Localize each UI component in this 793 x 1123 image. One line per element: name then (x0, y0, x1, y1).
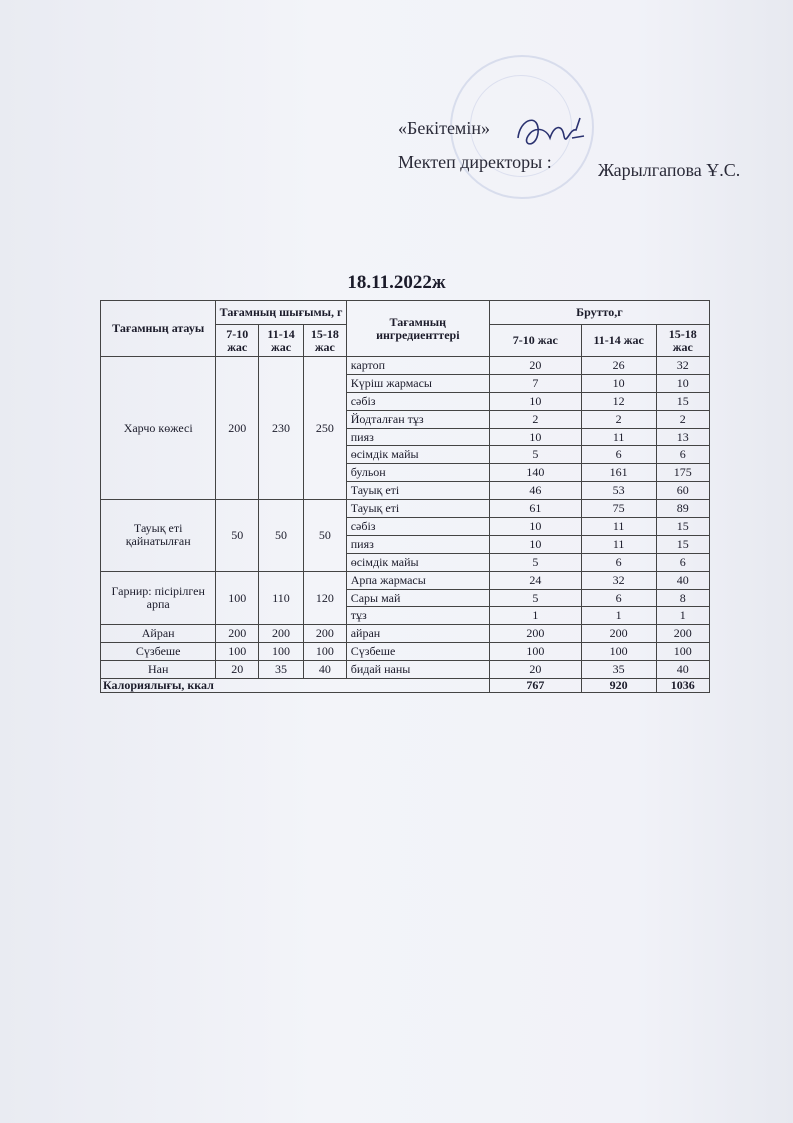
header-age: 11-14 жас (259, 325, 304, 357)
ingredient-name: өсімдік майы (346, 446, 489, 464)
ingredient-name: бульон (346, 464, 489, 482)
ingredient-name: сәбіз (346, 518, 489, 536)
brutto-value: 46 (489, 482, 581, 500)
brutto-value: 200 (489, 625, 581, 643)
table-row (101, 571, 710, 589)
brutto-value: 10 (489, 428, 581, 446)
brutto-value: 40 (656, 661, 709, 679)
brutto-value: 15 (656, 518, 709, 536)
brutto-value: 1 (656, 607, 709, 625)
brutto-value: 200 (581, 625, 656, 643)
dish-output: 250 (303, 357, 346, 500)
calories-label: Калориялығы, ккал (101, 679, 490, 693)
menu-date: 18.11.2022ж (347, 272, 446, 293)
brutto-value: 12 (581, 392, 656, 410)
table-row (101, 661, 710, 679)
brutto-value: 40 (656, 571, 709, 589)
dish-name: Харчо көжесі (101, 357, 216, 500)
ingredient-name: айран (346, 625, 489, 643)
brutto-value: 20 (489, 661, 581, 679)
brutto-value: 6 (656, 553, 709, 571)
brutto-value: 5 (489, 553, 581, 571)
brutto-value: 10 (489, 535, 581, 553)
header-brutto: Брутто,г (489, 301, 709, 325)
dish-output: 120 (303, 571, 346, 625)
brutto-value: 11 (581, 428, 656, 446)
director-name: Жарылгапова Ұ.С. (598, 160, 741, 180)
calories-value: 920 (581, 679, 656, 693)
brutto-value: 5 (489, 446, 581, 464)
brutto-value: 1 (581, 607, 656, 625)
brutto-value: 140 (489, 464, 581, 482)
header-dish-name: Тағамның атауы (101, 301, 216, 357)
director-signature (510, 108, 590, 158)
brutto-value: 175 (656, 464, 709, 482)
calories-value: 1036 (656, 679, 709, 693)
ingredient-name: Тауық еті (346, 500, 489, 518)
header-age: 7-10 жас (216, 325, 259, 357)
ingredient-name: пияз (346, 428, 489, 446)
ingredient-name: Йодталған тұз (346, 410, 489, 428)
brutto-value: 2 (581, 410, 656, 428)
calories-value: 767 (489, 679, 581, 693)
brutto-value: 2 (489, 410, 581, 428)
brutto-value: 6 (581, 446, 656, 464)
dish-name: Гарнир: пісірілген арпа (101, 571, 216, 625)
ingredient-name: Сары май (346, 589, 489, 607)
ingredient-name: пияз (346, 535, 489, 553)
brutto-value: 7 (489, 374, 581, 392)
brutto-value: 6 (656, 446, 709, 464)
header-age: 15-18 жас (303, 325, 346, 357)
header-age: 7-10 жас (489, 325, 581, 357)
header-dish-output: Тағамның шығымы, г (216, 301, 346, 325)
dish-output: 100 (216, 643, 259, 661)
dish-output: 200 (216, 357, 259, 500)
brutto-value: 2 (656, 410, 709, 428)
dish-output: 50 (216, 500, 259, 572)
header-age: 15-18 жас (656, 325, 709, 357)
dish-name: Сүзбеше (101, 643, 216, 661)
brutto-value: 53 (581, 482, 656, 500)
dish-output: 200 (216, 625, 259, 643)
brutto-value: 6 (581, 553, 656, 571)
director-label: Мектеп директоры : (398, 152, 552, 172)
ingredient-name: Арпа жармасы (346, 571, 489, 589)
dish-output: 100 (259, 643, 304, 661)
brutto-value: 32 (656, 357, 709, 375)
table-row (101, 643, 710, 661)
dish-output: 110 (259, 571, 304, 625)
brutto-value: 5 (489, 589, 581, 607)
brutto-value: 200 (656, 625, 709, 643)
approve-label: «Бекітемін» (398, 118, 490, 138)
brutto-value: 100 (581, 643, 656, 661)
ingredient-name: сәбіз (346, 392, 489, 410)
dish-output: 40 (303, 661, 346, 679)
calories-row (101, 679, 710, 693)
brutto-value: 161 (581, 464, 656, 482)
header-row (101, 301, 710, 325)
dish-output: 230 (259, 357, 304, 500)
table-row (101, 625, 710, 643)
dish-output: 100 (216, 571, 259, 625)
dish-output: 20 (216, 661, 259, 679)
brutto-value: 10 (656, 374, 709, 392)
brutto-value: 6 (581, 589, 656, 607)
brutto-value: 35 (581, 661, 656, 679)
dish-name: Айран (101, 625, 216, 643)
brutto-value: 24 (489, 571, 581, 589)
brutto-value: 8 (656, 589, 709, 607)
dish-name: Тауық еті қайнатылған (101, 500, 216, 572)
menu-body (101, 357, 710, 679)
brutto-value: 32 (581, 571, 656, 589)
brutto-value: 60 (656, 482, 709, 500)
dish-output: 100 (303, 643, 346, 661)
brutto-value: 15 (656, 535, 709, 553)
brutto-value: 11 (581, 535, 656, 553)
brutto-value: 11 (581, 518, 656, 536)
brutto-value: 10 (581, 374, 656, 392)
brutto-value: 26 (581, 357, 656, 375)
table-row (101, 357, 710, 375)
table-row (101, 500, 710, 518)
brutto-value: 89 (656, 500, 709, 518)
header-age: 11-14 жас (581, 325, 656, 357)
brutto-value: 61 (489, 500, 581, 518)
dish-output: 35 (259, 661, 304, 679)
ingredient-name: бидай наны (346, 661, 489, 679)
ingredient-name: картоп (346, 357, 489, 375)
ingredient-name: Күріш жармасы (346, 374, 489, 392)
brutto-value: 100 (656, 643, 709, 661)
dish-output: 200 (303, 625, 346, 643)
brutto-value: 10 (489, 518, 581, 536)
dish-output: 50 (303, 500, 346, 572)
dish-output: 50 (259, 500, 304, 572)
brutto-value: 75 (581, 500, 656, 518)
ingredient-name: Тауық еті (346, 482, 489, 500)
brutto-value: 20 (489, 357, 581, 375)
brutto-value: 100 (489, 643, 581, 661)
header-ingredients: Тағамның ингредиенттері (346, 301, 489, 357)
dish-output: 200 (259, 625, 304, 643)
dish-name: Нан (101, 661, 216, 679)
brutto-value: 13 (656, 428, 709, 446)
menu-table (100, 300, 710, 693)
brutto-value: 15 (656, 392, 709, 410)
brutto-value: 1 (489, 607, 581, 625)
ingredient-name: Сүзбеше (346, 643, 489, 661)
ingredient-name: өсімдік майы (346, 553, 489, 571)
brutto-value: 10 (489, 392, 581, 410)
ingredient-name: тұз (346, 607, 489, 625)
